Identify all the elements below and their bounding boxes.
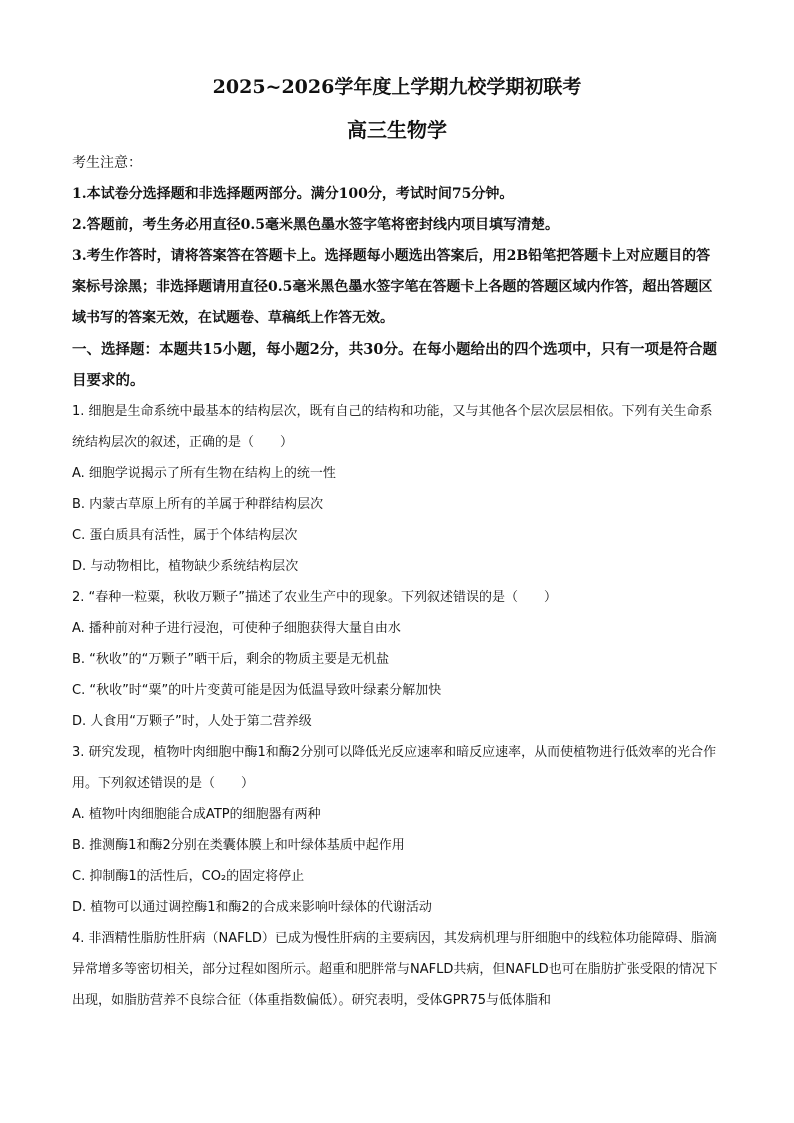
notice-item: 1.本试卷分选择题和非选择题两部分。满分100分，考试时间75分钟。: [72, 186, 514, 202]
option-d: D. 与动物相比，植物缺少系统结构层次: [72, 559, 299, 574]
option-c: C. 蛋白质具有活性，属于个体结构层次: [72, 528, 298, 543]
option-b: B. 内蒙古草原上所有的羊属于种群结构层次: [72, 497, 324, 512]
question-stem: 1. 细胞是生命系统中最基本的结构层次，既有自己的结构和功能，又与其他各个层次层层相依。下列有关生命系统结构层次的叙述，正确的是（ ）: [72, 404, 713, 450]
option-d: D. 植物可以通过调控酶1和酶2的合成来影响叶绿体的代谢活动: [72, 900, 432, 915]
option-a: A. 细胞学说揭示了所有生物在结构上的统一性: [72, 466, 336, 481]
question-stem: 2. “春种一粒粟，秋收万颗子”描述了农业生产中的现象。下列叙述错误的是（ ）: [72, 590, 558, 605]
notice-item: 3.考生作答时，请将答案答在答题卡上。选择题每小题选出答案后，用2B铅笔把答题卡上对应题目的答案标号涂黑；非选择题请用直径0.5毫米黑色墨水签字笔在答题卡上各题的答题区域内作答，超出答题区域书写的答案无效，在试题卷、草稿纸上作答无效。: [72, 248, 713, 326]
option-d: D. 人食用“万颗子”时，人处于第二营养级: [72, 714, 312, 729]
section-heading: 一、选择题：本题共15小题，每小题2分，共30分。在每小题给出的四个选项中，只有一项是符合题目要求的。: [72, 341, 717, 389]
document-body: [72, 148, 722, 1016]
question-1: [72, 396, 722, 582]
option-c: C. “秋收”时“粟”的叶片变黄可能是因为低温导致叶绿素分解加快: [72, 683, 442, 698]
option-a: A. 播种前对种子进行浸泡，可使种子细胞获得大量自由水: [72, 621, 401, 636]
notice-heading: 考生注意：: [72, 155, 142, 171]
question-stem: 4. 非酒精性脂肪性肝病（NAFLD）已成为慢性肝病的主要病因，其发病机理与肝细胞中的线粒体功能障碍、脂滴异常增多等密切相关，部分过程如图所示。超重和肥胖常与NAFLD共病，但NAFLD也可在脂肪扩张受限的情况下出现，如脂肪营养不良综合征（体重指数偏低）。研究表明，受体GPR75与低体脂和: [72, 931, 718, 1008]
option-c: C. 抑制酶1的活性后，CO₂的固定将停止: [72, 869, 305, 884]
question-2: [72, 582, 722, 737]
question-4: [72, 923, 722, 1016]
question-3: [72, 737, 722, 923]
option-b: B. “秋收”的“万颗子”晒干后，剩余的物质主要是无机盐: [72, 652, 390, 667]
question-stem: 3. 研究发现，植物叶肉细胞中酶1和酶2分别可以降低光反应速率和暗反应速率，从而使植物进行低效率的光合作用。下列叙述错误的是（ ）: [72, 745, 717, 791]
candidate-notice: [72, 148, 722, 334]
option-b: B. 推测酶1和酶2分别在类囊体膜上和叶绿体基质中起作用: [72, 838, 405, 853]
notice-item: 2.答题前，考生务必用直径0.5毫米黑色墨水签字笔将密封线内项目填写清楚。: [72, 217, 559, 233]
subject-title: 高三生物学: [347, 118, 447, 142]
exam-title: 2025~2026学年度上学期九校学期初联考: [212, 76, 582, 98]
option-a: A. 植物叶肉细胞能合成ATP的细胞器有两种: [72, 807, 321, 822]
